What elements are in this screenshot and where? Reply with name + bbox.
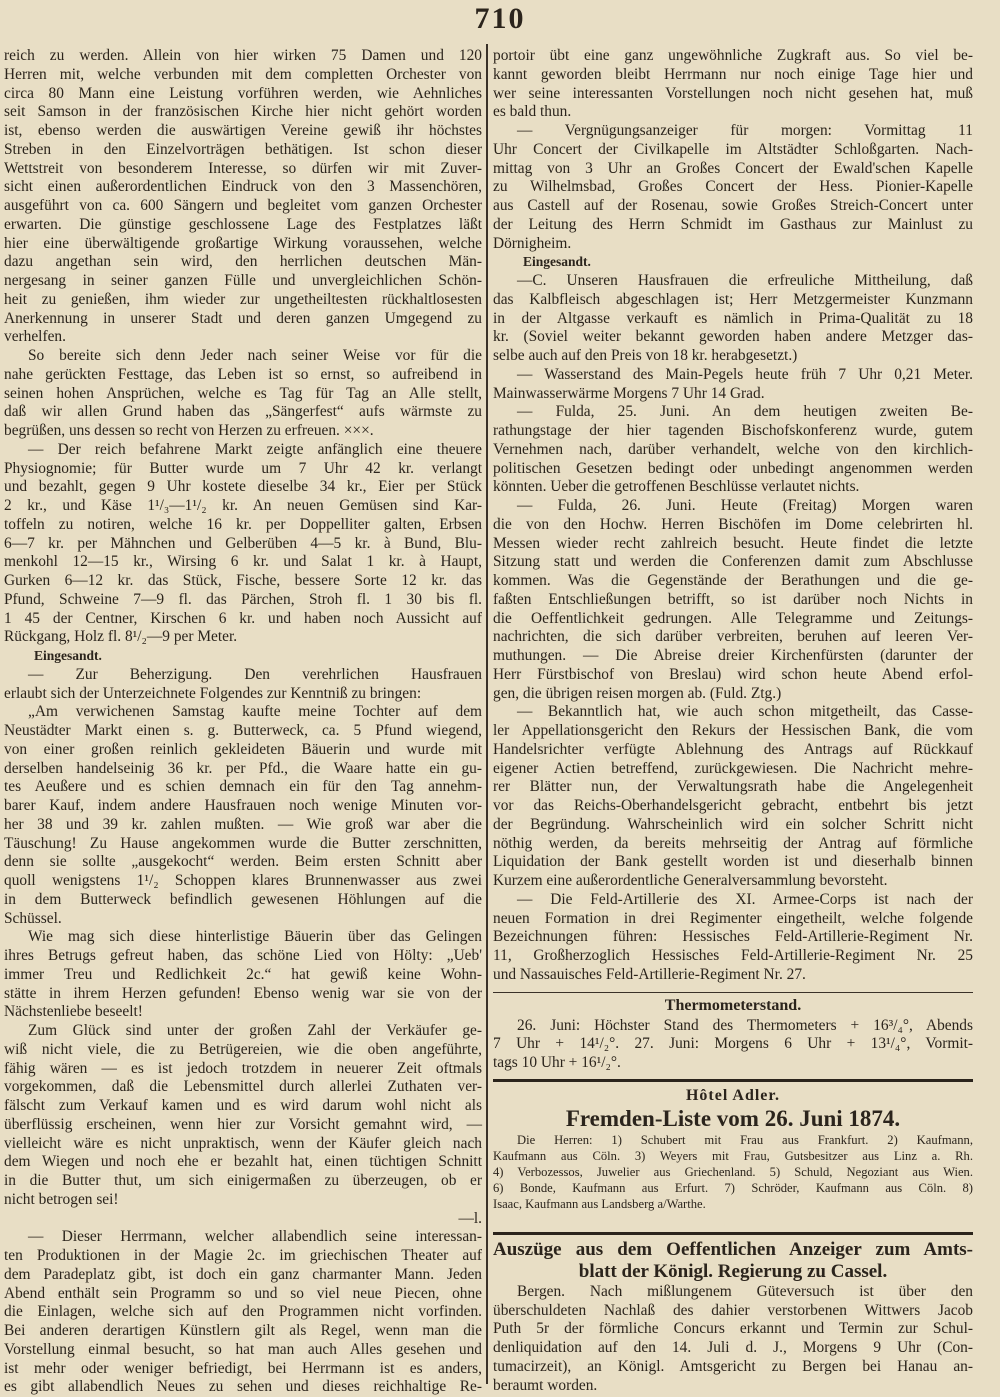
text-line: ist mehr oder weniger befriedigt, bei Herrmann ist es anders, bbox=[4, 1359, 482, 1377]
text-line: das Kalbfleisch abgeschlagen ist; Herr Metzgermeister Kunzmann bbox=[493, 290, 973, 308]
article-paragraph bbox=[4, 1022, 482, 1210]
text-line: in dem Butterweck befindlich gewesenen Höhlungen auf die bbox=[4, 890, 482, 908]
text-line: Messen wieder recht zahlreich besucht. Heute findet die letzte bbox=[493, 534, 973, 552]
text-line: Pfund, Schweine 7—9 fl. das Pärchen, Stroh fl. 1 30 bis fl. bbox=[4, 590, 482, 608]
text-line: die Oeffentlichkeit gedrungen. Alle Telegramme und Zeitungs- bbox=[493, 609, 973, 627]
text-line: es bald thun. bbox=[493, 103, 572, 121]
text-line: überschuldeten Nachlaß des dahier verstorbenen Wittwers Jacob bbox=[493, 1301, 973, 1319]
divider bbox=[493, 992, 973, 993]
text-line: rathungstage der hier tagenden Bischofskonferenz wurde, gutem bbox=[493, 422, 973, 439]
text-line: tes Aeußere und es schien demnach ein für den Tag annehm- bbox=[4, 778, 482, 796]
divider bbox=[493, 1232, 973, 1235]
text-line: dem Wiegen und noch ehe er bezahlt hat, einen tüchtigen Schnitt bbox=[4, 1153, 482, 1171]
text-line: Täuschung! Zu Hause angekommen wurde die Butter zerschnitten, bbox=[4, 834, 482, 852]
text-line: muthungen. — Die Abreise dreier Kirchenfürsten (darunter der bbox=[493, 647, 973, 664]
article-paragraph bbox=[493, 366, 973, 404]
text-line: begrüßen, uns dessen so recht von Herzen zu erfreuen. ×××. bbox=[4, 422, 374, 439]
article-paragraph bbox=[4, 1228, 482, 1397]
article-paragraph bbox=[493, 703, 973, 891]
article-paragraph bbox=[4, 703, 482, 928]
text-line: die von den Hochw. Herren Bischöfen im Dome celebrirten hl. bbox=[493, 515, 973, 533]
text-line: 7 Uhr + 14¹/₂°. 27. Juni: Morgens 6 Uhr + 13¹/₄°, Vormit- bbox=[493, 1035, 973, 1053]
text-line: Vorstellung einmal besucht, so hat man auch Alles gesehen und bbox=[4, 1340, 482, 1358]
text-line: Dörnigheim. bbox=[493, 234, 572, 252]
text-line: zu Wilhelmsbad, Großes Concert der Hess. Pionier-Kapelle bbox=[493, 178, 973, 196]
text-line: der Leitung des Herrn Schmidt im Gasthaus zur Mainlust zu bbox=[493, 215, 973, 233]
text-line: — Fulda, 25. Juni. An dem heutigen zweiten Be- bbox=[517, 403, 973, 421]
text-line: nahe gerückten Festtage, das Leben ist so ernst, so aufreibend in bbox=[4, 365, 482, 383]
section-label: Eingesandt. bbox=[523, 254, 591, 270]
text-line: — Bekanntlich hat, wie auch schon mitgetheilt, das Casse- bbox=[517, 703, 973, 721]
text-line: Anerkennung in unserer Stadt und deren ganzen Umgegend zu bbox=[4, 309, 482, 327]
text-line: erwarten. Die günstige geschlossene Lage des Festplatzes läßt bbox=[4, 215, 482, 233]
official-excerpts-heading bbox=[493, 1239, 973, 1283]
article-paragraph bbox=[493, 47, 973, 122]
text-line: Kaufmann aus Cöln. 3) Weyers mit Frau, Gutsbesitzer aus Linz a. Rh. bbox=[493, 1148, 973, 1163]
official-excerpts-text bbox=[493, 1283, 973, 1396]
text-line: menkohl 12—15 kr., Wirsing 6 kr. und Salat 1 kr. à Haupt, bbox=[4, 553, 482, 571]
guest-list bbox=[493, 1132, 973, 1212]
signature: —l. bbox=[458, 1209, 482, 1227]
text-line: vor das Reichs-Oberhandelsgericht gebracht, entbehrt bis jetzt bbox=[493, 797, 973, 814]
text-line: könnten. Ueber die getroffenen Beschlüsse verlautet nichts. bbox=[493, 478, 860, 496]
text-line: tags 10 Uhr + 16¹/₂°. bbox=[493, 1054, 621, 1071]
article-paragraph bbox=[4, 47, 482, 347]
text-line: in der Altgasse verkauft es nämlich in Prima-Qualität zu 18 bbox=[493, 309, 973, 327]
text-line: So bereite sich denn Jeder nach seiner Weise vor für die bbox=[28, 347, 482, 364]
text-line: Abend enthält sein Programm so und so viel neue Piecen, ohne bbox=[4, 1284, 482, 1302]
text-line: tumacirzeit), an Königl. Amtsgericht zu Bergen bei Hanau an- bbox=[493, 1357, 973, 1375]
heading-line: blatt der Königl. Regierung zu Cassel. bbox=[578, 1260, 888, 1282]
page-number: 710 bbox=[474, 2, 526, 35]
text-line: her 38 und 39 kr. zahlen mußten. — Wie groß war aber die bbox=[4, 815, 482, 833]
text-line: gen, die übrigen reisen morgen ab. (Fuld. Ztg.) bbox=[493, 684, 782, 702]
text-line: 2 kr., und Käse 1¹/₃—1¹/₂ kr. An neuen Gemüsen sind Kar- bbox=[4, 497, 482, 514]
text-line: Uhr Concert der Civilkapelle im Altstädter Schloßgarten. Nach- bbox=[493, 140, 973, 158]
text-line: toffeln zu notiren, welche 16 kr. per Doppelliter galten, Erbsen bbox=[4, 515, 482, 533]
text-line: vielleicht wäre es nicht unpraktisch, wenn der Käufer gleich nach bbox=[4, 1134, 482, 1152]
text-line: ist, ebenso werden die auswärtigen Vereine gewiß ihr höchstes bbox=[4, 122, 482, 139]
article-paragraph bbox=[4, 666, 482, 704]
text-line: Liquidation der Bank gestellt worden ist und dieserhalb binnen bbox=[493, 853, 973, 871]
divider bbox=[493, 1079, 973, 1082]
text-line: fähig wären — es ist jedoch trotzdem in neuerer Zeit oftmals bbox=[4, 1059, 482, 1077]
text-line: Physiognomie; für Butter wurde um 7 Uhr 42 kr. verlangt bbox=[4, 459, 482, 477]
text-line: Neustädter Markt einen s. g. Butterweck, ca. 5 Pfund wiegend, bbox=[4, 722, 482, 739]
text-line: Bergen. Nach mißlungenem Güteversuch ist über den bbox=[517, 1282, 973, 1300]
text-line: circa 80 Mann eine Leistung vorführen werden, wie Aehnliches bbox=[4, 84, 482, 102]
text-line: ausgeführt von ca. 600 Sängern und begleitet vom ganzen Orchester bbox=[4, 197, 482, 214]
text-line: Mainwasserwärme Morgens 7 Uhr 14 Grad. bbox=[493, 384, 765, 402]
text-line: politischen Gesetzen bedingt oder unbedingt angenommen werden bbox=[493, 459, 973, 477]
text-line: nicht betrogen sei! bbox=[4, 1190, 119, 1208]
text-line: — Der reich befahrene Markt zeigte anfänglich eine theuere bbox=[28, 440, 482, 458]
text-line: 26. Juni: Höchster Stand des Thermometers + 16³/₄°, Abends bbox=[517, 1016, 973, 1034]
text-line: Bezeichnungen führen: Hessisches Feld-Artillerie-Regiment Nr. bbox=[493, 928, 973, 946]
text-line: nöthig werden, da bereits mehrseitig der Antrag auf förmliche bbox=[493, 834, 973, 852]
text-line: —C. Unseren Hausfrauen die erfreuliche Mittheilung, daß bbox=[517, 272, 973, 289]
text-line: Bei anderen derartigen Künstlern gilt als Regel, wenn man die bbox=[4, 1322, 482, 1339]
text-line: stätte in ihrem Herzen gefunden! Ebenso wenig war sie von der bbox=[4, 984, 482, 1002]
article-paragraph bbox=[493, 272, 973, 366]
column-divider bbox=[486, 44, 488, 1384]
text-line: daß wir allen Grund haben das „Sängerfest“ aufs wärmste zu bbox=[4, 403, 482, 421]
text-line: — Zur Beherzigung. Den verehrlichen Hausfrauen bbox=[28, 665, 482, 683]
text-line: 6—7 kr. per Mähnchen und Gelberüben 4—5 kr. à Bund, Blu- bbox=[4, 534, 482, 552]
article-paragraph bbox=[4, 347, 482, 441]
text-line: barer Kauf, indem andere Hausfrauen noch wenige Minuten vor- bbox=[4, 797, 482, 814]
text-line: Wie mag sich diese hinterlistige Bäuerin über das Gelingen bbox=[28, 928, 482, 946]
text-line: der Begründung. Wahrscheinlich wird ein solcher Schritt nicht bbox=[493, 815, 973, 833]
text-line: wer seine interessanten Vorstellungen noch nicht gesehen hat, muß bbox=[493, 84, 973, 102]
text-line: dazu angethan sein wird, den herrlichen deutschen Män- bbox=[4, 253, 482, 271]
text-line: Zum Glück sind unter der großen Zahl der Verkäufer ge- bbox=[28, 1022, 482, 1039]
article-paragraph bbox=[493, 497, 973, 703]
text-line: von einer großen reinlich gekleideten Bäuerin und wurde mit bbox=[4, 740, 482, 758]
text-line: neuen Formation in drei Regimenter eingetheilt, welche folgende bbox=[493, 909, 973, 927]
text-line: faßten Entschließungen betrifft, so ist darüber noch Nichts in bbox=[493, 590, 973, 608]
text-line: seit Samson in der französischen Kirche hier nicht gehört worden bbox=[4, 103, 482, 121]
thermometer-report bbox=[493, 1017, 973, 1073]
text-line: denn sie sollte „ausgekocht“ werden. Beim ersten Schnitt aber bbox=[4, 853, 482, 871]
text-line: 1 45 der Centner, Kirschen 6 kr. und haben noch Aussicht auf bbox=[4, 609, 482, 627]
text-line: — Wasserstand des Main-Pegels heute früh 7 Uhr 0,21 Meter. bbox=[517, 365, 973, 383]
text-line: Wettstreit von besonderem Interesse, so dürfen wir mit Zuver- bbox=[4, 159, 482, 177]
text-line: immer Treu und Redlichkeit 2c.“ hat gewiß keine Wohn- bbox=[4, 965, 482, 983]
text-line: wiß nicht viele, die zu Betrügereien, wie die oben angeführte, bbox=[4, 1040, 482, 1058]
text-line: Herr Fürstbischof von Breslau) wird schon heute Abend erfol- bbox=[493, 665, 973, 683]
text-line: 6) Bonde, Kaufmann aus Erfurt. 7) Schröder, Kaufmann aus Cöln. 8) bbox=[493, 1180, 973, 1195]
text-line: eigener Actien betreffend, zurückgewiesen. Die Nachricht mehre- bbox=[493, 759, 973, 777]
text-line: erlaubt sich der Unterzeichnete Folgendes zur Kenntniß zu bringen: bbox=[4, 684, 422, 702]
left-column bbox=[4, 47, 482, 1397]
text-line: hier eine überwältigende großartige Wirkung voraussehen, welche bbox=[4, 234, 482, 252]
text-line: Isaac, Kaufmann aus Landsberg a/Warthe. bbox=[493, 1196, 706, 1211]
article-paragraph bbox=[4, 928, 482, 1022]
article-paragraph bbox=[4, 441, 482, 647]
text-line: Streben in den Einzelvorträgen bethätigen. Ist schon dieser bbox=[4, 140, 482, 158]
text-line: mittag von 3 Uhr an Großes Concert der Ewald'schen Kapelle bbox=[493, 159, 973, 177]
text-line: die Einlagen, welche sich auf den Programmen nicht vorfinden. bbox=[4, 1303, 482, 1321]
text-line: denliquidation auf den 14. Juli d. J., Morgens 9 Uhr (Con- bbox=[493, 1339, 973, 1356]
text-line: Handelsrichter verfügte Ablehnung des Antrags auf Rückkauf bbox=[493, 740, 973, 758]
text-line: Herren mit, welche verbunden mit dem completten Orchester von bbox=[4, 65, 482, 83]
text-line: seinen hohen Ansprüchen, welche es Tag für Tag an Alle stellt, bbox=[4, 384, 482, 402]
text-line: dem Paradeplatz gibt, ist doch ein ganz charmanter Mann. Jeden bbox=[4, 1265, 482, 1283]
text-line: Die Herren: 1) Schubert mit Frau aus Frankfurt. 2) Kaufmann, bbox=[517, 1132, 973, 1147]
article-paragraph bbox=[493, 891, 973, 985]
text-line: fälscht zum Verkauf kamen und es wird darum wohl nicht als bbox=[4, 1097, 482, 1114]
text-line: in die Butter thut, um sich einigermaßen zu überzeugen, ob er bbox=[4, 1172, 482, 1189]
text-line: Vernehmen nach, darüber verhandelt, welche von den kirchlich- bbox=[493, 440, 973, 458]
text-line: kommen. Was die Gegenstände der Berathungen und die ge- bbox=[493, 572, 973, 589]
text-line: kannt geworden bleibt Herrmann nur noch einige Tage hier und bbox=[493, 65, 973, 83]
text-line: Gurken 6—12 kr. das Stück, Fische, bessere Sorte 12 kr. das bbox=[4, 572, 482, 589]
text-line: beraumt worden. bbox=[493, 1376, 598, 1394]
right-column bbox=[493, 47, 973, 1395]
text-line: Puth 5r der förmliche Concurs erkannt und Termin zur Schul- bbox=[493, 1320, 973, 1338]
text-line: sicht einen außerordentlichen Eindruck von den 3 Massenchören, bbox=[4, 178, 482, 196]
text-line: derselben handelseinig 36 kr. per Pfd., die Waare hatte ein gu- bbox=[4, 759, 482, 777]
text-line: und Nassauisches Feld-Artillerie-Regiment Nr. 27. bbox=[493, 965, 806, 983]
guest-list-title: Fremden-Liste vom 26. Juni 1874. bbox=[565, 1105, 901, 1131]
text-line: es gibt allabendlich Neues zu sehen und dieses reichhaltige Re- bbox=[4, 1378, 482, 1396]
text-line: vorgekommen, daß die Lebensmittel durch allerlei Zuthaten ver- bbox=[4, 1078, 482, 1096]
text-line: Nächstenliebe beseelt! bbox=[4, 1003, 143, 1021]
thermometer-heading: Thermometerstand. bbox=[664, 996, 802, 1014]
text-line: Rückgang, Holz fl. 8¹/₂—9 per Meter. bbox=[4, 628, 238, 646]
text-line: 11, Großherzoglich Hessisches Feld-Artillerie-Regiment Nr. 25 bbox=[493, 947, 973, 964]
text-line: Kurzem eine außerordentliche Generalversammlung bevorsteht. bbox=[493, 872, 888, 889]
right-articles bbox=[493, 47, 973, 985]
text-line: reich zu werden. Allein von hier wirken 75 Damen und 120 bbox=[4, 47, 482, 64]
text-line: selbe auch auf den Preis von 18 kr. herabgesetzt.) bbox=[493, 347, 798, 364]
text-line: 4) Verbozessos, Juwelier aus Griechenland. 5) Schuld, Negoziant aus Wien. bbox=[493, 1164, 973, 1179]
text-line: „Am verwichenen Samstag kaufte meine Tochter auf dem bbox=[28, 703, 482, 721]
heading-line: Auszüge aus dem Oeffentlichen Anzeiger zum Amts- bbox=[493, 1238, 973, 1260]
text-line: ler Appellationsgericht den Rekurs der Hessischen Bank, die vom bbox=[493, 722, 973, 739]
text-line: — Dieser Herrmann, welcher allabendlich seine interessan- bbox=[28, 1228, 482, 1246]
text-line: — Vergnügungsanzeiger für morgen: Vormittag 11 bbox=[517, 122, 973, 139]
text-line: quoll wenigstens 1¹/₂ Schoppen klares Brunnenwasser aus zwei bbox=[4, 872, 482, 889]
hotel-name: Hôtel Adler. bbox=[685, 1086, 781, 1104]
article-paragraph bbox=[493, 403, 973, 497]
text-line: Sitzung statt und werden die Conferenzen damit zum Abschlusse bbox=[493, 553, 973, 571]
article-paragraph bbox=[493, 122, 973, 253]
text-line: — Fulda, 26. Juni. Heute (Freitag) Morgen waren bbox=[517, 497, 973, 514]
text-line: ten Produktionen in der Magie 2c. im griechischen Theater auf bbox=[4, 1247, 482, 1264]
text-line: überflüssig erscheinen, wenn hier zur Vorsicht gemahnt wird, — bbox=[4, 1115, 482, 1133]
text-line: nachrichten, die sich darüber verbreiten, beruhen auf leeren Ver- bbox=[493, 628, 973, 646]
text-line: rer Blätter nun, der Verwaltungsrath habe die Angelegenheit bbox=[493, 778, 973, 796]
text-line: und bezahlt, gegen 9 Uhr kostete dieselbe 34 kr., Eier per Stück bbox=[4, 478, 482, 496]
text-line: portoir übt eine ganz ungewöhnliche Zugkraft aus. So viel be- bbox=[493, 47, 973, 64]
text-line: ihres Betrugs gefreut haben, das schöne Lied von Hölty: „Ueb' bbox=[4, 947, 482, 964]
text-line: Schüssel. bbox=[4, 909, 62, 927]
section-label: Eingesandt. bbox=[34, 648, 102, 663]
text-line: kr. (Soviel weiter bekannt geworden haben andere Metzger das- bbox=[493, 328, 973, 346]
text-line: aus Castell auf der Rosenau, sowie Großes Streich-Concert unter bbox=[493, 197, 973, 214]
text-line: — Die Feld-Artillerie des XI. Armee-Corps ist nach der bbox=[517, 890, 973, 908]
text-line: nergesang in seiner ganzen Fülle und unvergleichlichen Schön- bbox=[4, 272, 482, 289]
text-line: heit zu genießen, ihm wieder zur ungetheiltesten rückhaltlosesten bbox=[4, 290, 482, 308]
text-line: verhelfen. bbox=[4, 328, 66, 346]
